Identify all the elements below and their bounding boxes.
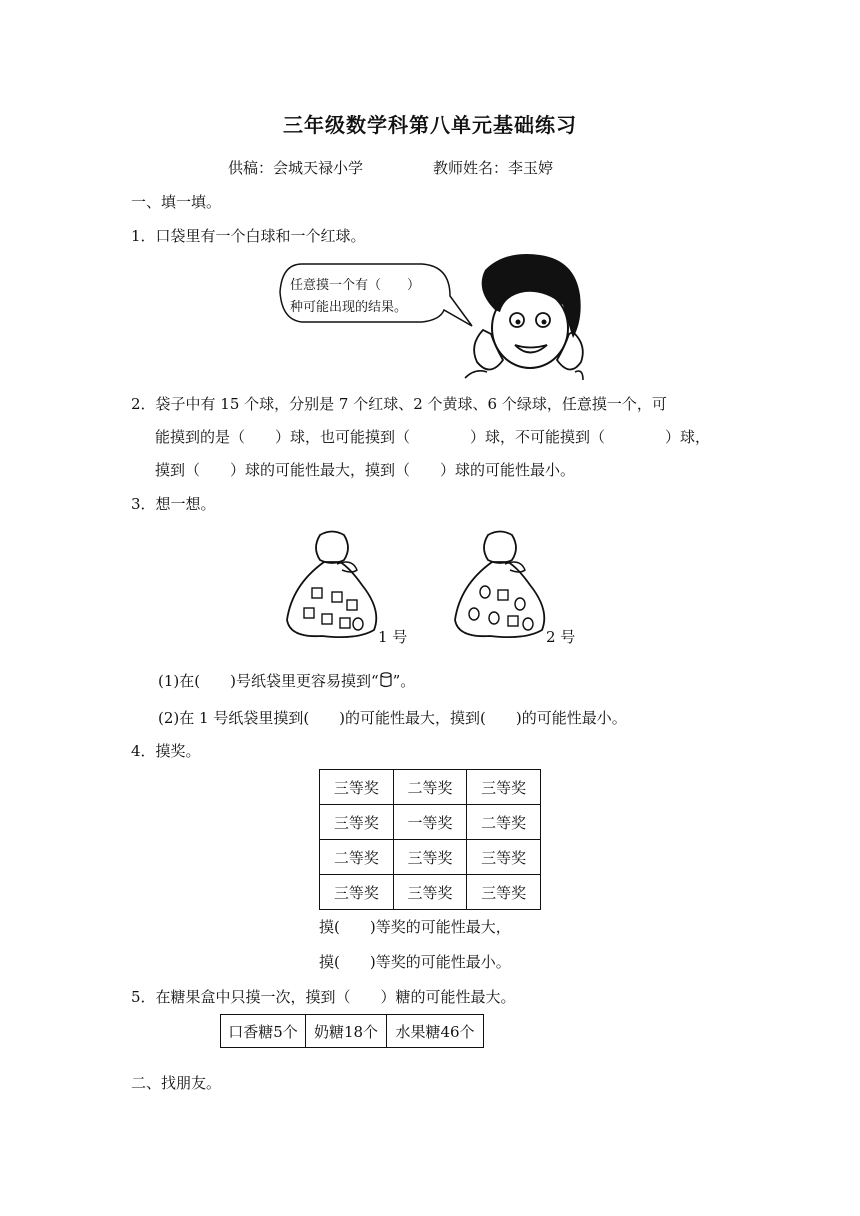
- prize-grid: [319, 769, 541, 910]
- teacher-line: 教师姓名：李玉婷: [433, 159, 554, 177]
- supplier-line: 供稿：会城天禄小学: [228, 159, 364, 177]
- prize-cell: 二等奖: [320, 840, 394, 875]
- bag-1-label: 1 号: [378, 628, 408, 646]
- sub-1-text-after: ”。: [392, 672, 416, 690]
- prize-cell: 三等奖: [320, 770, 394, 805]
- candy-cell: 水果糖46个: [387, 1015, 484, 1048]
- question-3-sub-2: (2)在 1 号纸袋里摸到( )的可能性最大，摸到( )的可能性最小。: [158, 709, 627, 727]
- prize-cell: 三等奖: [393, 875, 467, 910]
- question-3-sub-1: [158, 671, 415, 691]
- thinking-child-illustration: [455, 250, 585, 385]
- candy-cell: 口香糖5个: [221, 1015, 306, 1048]
- bubble-line-2: 种可能出现的结果。: [290, 300, 408, 315]
- candy-table: [220, 1014, 484, 1048]
- bubble-line-1: 任意摸一个有（ ）: [290, 278, 421, 293]
- section1-heading: 一、填一填。: [131, 193, 222, 211]
- question-4: 4．摸奖。: [131, 742, 201, 760]
- prize-cell: 二等奖: [467, 805, 541, 840]
- prize-cell: 三等奖: [393, 840, 467, 875]
- prize-cell: 一等奖: [393, 805, 467, 840]
- prize-cell: 三等奖: [467, 875, 541, 910]
- prize-grid-row: [320, 770, 541, 805]
- question-5: 5．在糖果盒中只摸一次，摸到（ ）糖的可能性最大。: [131, 988, 516, 1006]
- question-3: 3．想一想。: [131, 495, 216, 513]
- question-1: 1．口袋里有一个白球和一个红球。: [131, 227, 366, 245]
- prize-cell: 三等奖: [467, 840, 541, 875]
- sub-1-text-before: (1)在( )号纸袋里更容易摸到“: [158, 672, 379, 690]
- prize-cell: 三等奖: [467, 770, 541, 805]
- question-2-line-3: 摸到（ ）球的可能性最大，摸到（ ）球的可能性最小。: [155, 461, 576, 479]
- bag-2-illustration: [450, 530, 550, 645]
- question-2-line-2: 能摸到的是（ ）球，也可能摸到（ ）球，不可能摸到（ ）球，: [155, 428, 711, 446]
- section2-heading: 二、找朋友。: [131, 1074, 222, 1092]
- bag-1-illustration: [282, 530, 382, 645]
- prize-grid-row: [320, 875, 541, 910]
- bag-2-label: 2 号: [546, 628, 576, 646]
- prize-cell: 二等奖: [393, 770, 467, 805]
- prize-grid-row: [320, 805, 541, 840]
- candy-cell: 奶糖18个: [306, 1015, 387, 1048]
- cylinder-icon: [379, 672, 393, 688]
- question-4-after-1: 摸( )等奖的可能性最大，: [319, 918, 511, 936]
- prize-grid-row: [320, 840, 541, 875]
- question-4-after-2: 摸( )等奖的可能性最小。: [319, 953, 511, 971]
- prize-cell: 三等奖: [320, 805, 394, 840]
- prize-cell: 三等奖: [320, 875, 394, 910]
- page-title: 三年级数学科第八单元基础练习: [283, 113, 577, 137]
- question-2-line-1: 2．袋子中有 15 个球，分别是 7 个红球、2 个黄球、6 个绿球，任意摸一个，可: [131, 395, 667, 413]
